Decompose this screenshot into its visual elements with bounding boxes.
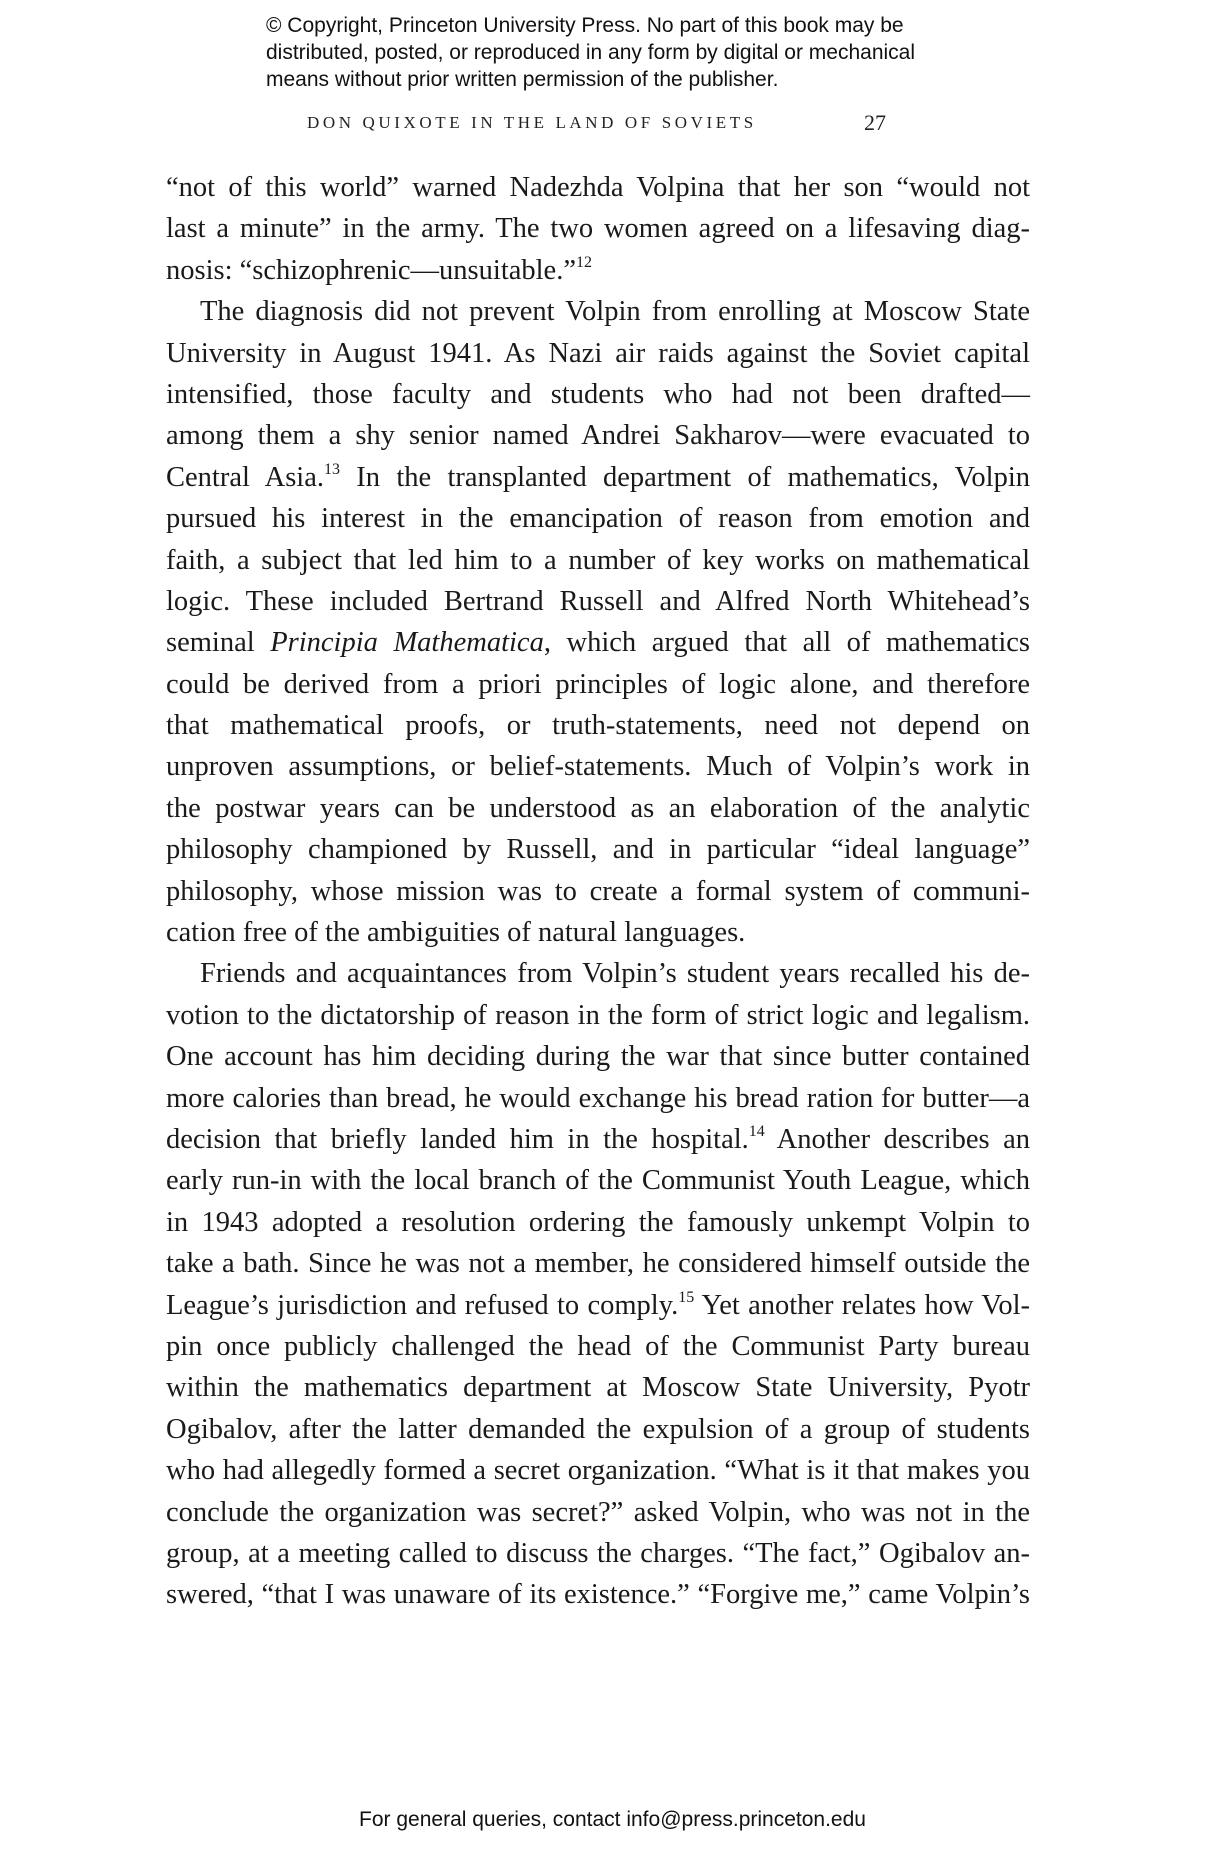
- text-line: who had allegedly formed a secret organization. “What is it that makes you: [166, 1455, 1030, 1487]
- text-run: In the transplanted department of mathematics, Volpin: [339, 461, 1030, 493]
- footer-contact: For general queries, contact info@press.princeton.edu: [359, 1808, 866, 1831]
- text-line: [166, 250, 1030, 291]
- text-line: One account has him deciding during the war that since butter contained: [166, 1041, 1030, 1073]
- copyright-notice: [266, 12, 1026, 93]
- text-line: conclude the organization was secret?” asked Volpin, who was not in the: [166, 1496, 1030, 1528]
- text-line: pursued his interest in the emancipation of reason from emotion and: [166, 503, 1030, 535]
- text-line: intensified, those faculty and students who had not been drafted—: [166, 378, 1030, 410]
- text-line: “not of this world” warned Nadezhda Volpina that her son “would not: [166, 172, 1030, 203]
- text-line: Ogibalov, after the latter demanded the expulsion of a group of students: [166, 1413, 1030, 1445]
- text-line: Friends and acquaintances from Volpin’s student years recalled his de-: [200, 958, 1030, 990]
- text-line: group, at a meeting called to discuss the charges. “The fact,” Ogibalov an-: [166, 1537, 1030, 1569]
- text-line: among them a shy senior named Andrei Sakharov—were evacuated to: [166, 420, 1030, 452]
- text-line: unproven assumptions, or belief-statements. Much of Volpin’s work in: [166, 751, 1030, 783]
- text-line: the postwar years can be understood as an elaboration of the analytic: [166, 792, 1030, 824]
- text-line: cation free of the ambiguities of natural languages.: [166, 917, 746, 949]
- footnote-marker: 15: [678, 1288, 695, 1306]
- text-line: logic. These included Bertrand Russell and Alfred North Whitehead’s: [166, 585, 1030, 617]
- copyright-line: © Copyright, Princeton University Press. No part of this book may be: [266, 14, 904, 37]
- text-line: could be derived from a priori principles of logic alone, and therefore: [166, 668, 1030, 700]
- text-line: early run-in with the local branch of the Communist Youth League, which: [166, 1165, 1030, 1197]
- text-line: last a minute” in the army. The two women agreed on a lifesaving diag-: [166, 213, 1030, 245]
- body-text: [166, 167, 1030, 1616]
- text-line: votion to the dictatorship of reason in the form of strict logic and legalism.: [166, 999, 1030, 1031]
- text-line: philosophy championed by Russell, and in particular “ideal language”: [166, 834, 1030, 866]
- text-run: decision that briefly landed him in the hospital.: [166, 1123, 749, 1155]
- text-run: seminal: [166, 627, 271, 659]
- footnote-marker: 13: [323, 460, 340, 478]
- text-run: , which argued that all of mathematics: [543, 627, 1031, 659]
- text-run: League’s jurisdiction and refused to comply.: [166, 1289, 679, 1321]
- copyright-line: means without prior written permission of the publisher.: [266, 68, 779, 91]
- text-line: take a bath. Since he was not a member, he considered himself outside the: [166, 1248, 1030, 1280]
- text-line: within the mathematics department at Moscow State University, Pyotr: [166, 1372, 1030, 1404]
- book-title: Principia Mathematica: [270, 627, 544, 659]
- text-run: Central Asia.: [166, 461, 324, 493]
- text-run: Another describes an: [764, 1123, 1030, 1155]
- text-line: faith, a subject that led him to a number of key works on mathematical: [166, 544, 1030, 576]
- text-line: [166, 457, 1030, 498]
- text-line: more calories than bread, he would exchange his bread ration for butter—a: [166, 1082, 1030, 1114]
- footnote-marker: 14: [748, 1122, 765, 1140]
- text-line: University in August 1941. As Nazi air raids against the Soviet capital: [166, 337, 1030, 369]
- text-run: nosis: “schizophrenic—unsuitable.”: [166, 254, 576, 286]
- text-line: [166, 1119, 1030, 1160]
- text-line: swered, “that I was unaware of its existence.” “Forgive me,” came Volpin’s: [166, 1579, 1030, 1611]
- running-head-title: DON QUIXOTE IN THE LAND OF SOVIETS: [307, 113, 757, 132]
- text-line: [166, 1285, 1030, 1326]
- text-line: pin once publicly challenged the head of the Communist Party bureau: [166, 1330, 1030, 1362]
- text-line: The diagnosis did not prevent Volpin from enrolling at Moscow State: [200, 296, 1030, 328]
- text-line: in 1943 adopted a resolution ordering the famously unkempt Volpin to: [166, 1206, 1030, 1238]
- copyright-line: distributed, posted, or reproduced in any form by digital or mechanical: [266, 41, 916, 64]
- text-line: philosophy, whose mission was to create a formal system of communi-: [166, 875, 1030, 907]
- text-line: [166, 622, 1030, 663]
- footnote-marker: 12: [575, 253, 592, 271]
- text-run: Yet another relates how Vol-: [694, 1289, 1030, 1321]
- text-line: that mathematical proofs, or truth-statements, need not depend on: [166, 710, 1030, 742]
- page-number: 27: [864, 110, 886, 135]
